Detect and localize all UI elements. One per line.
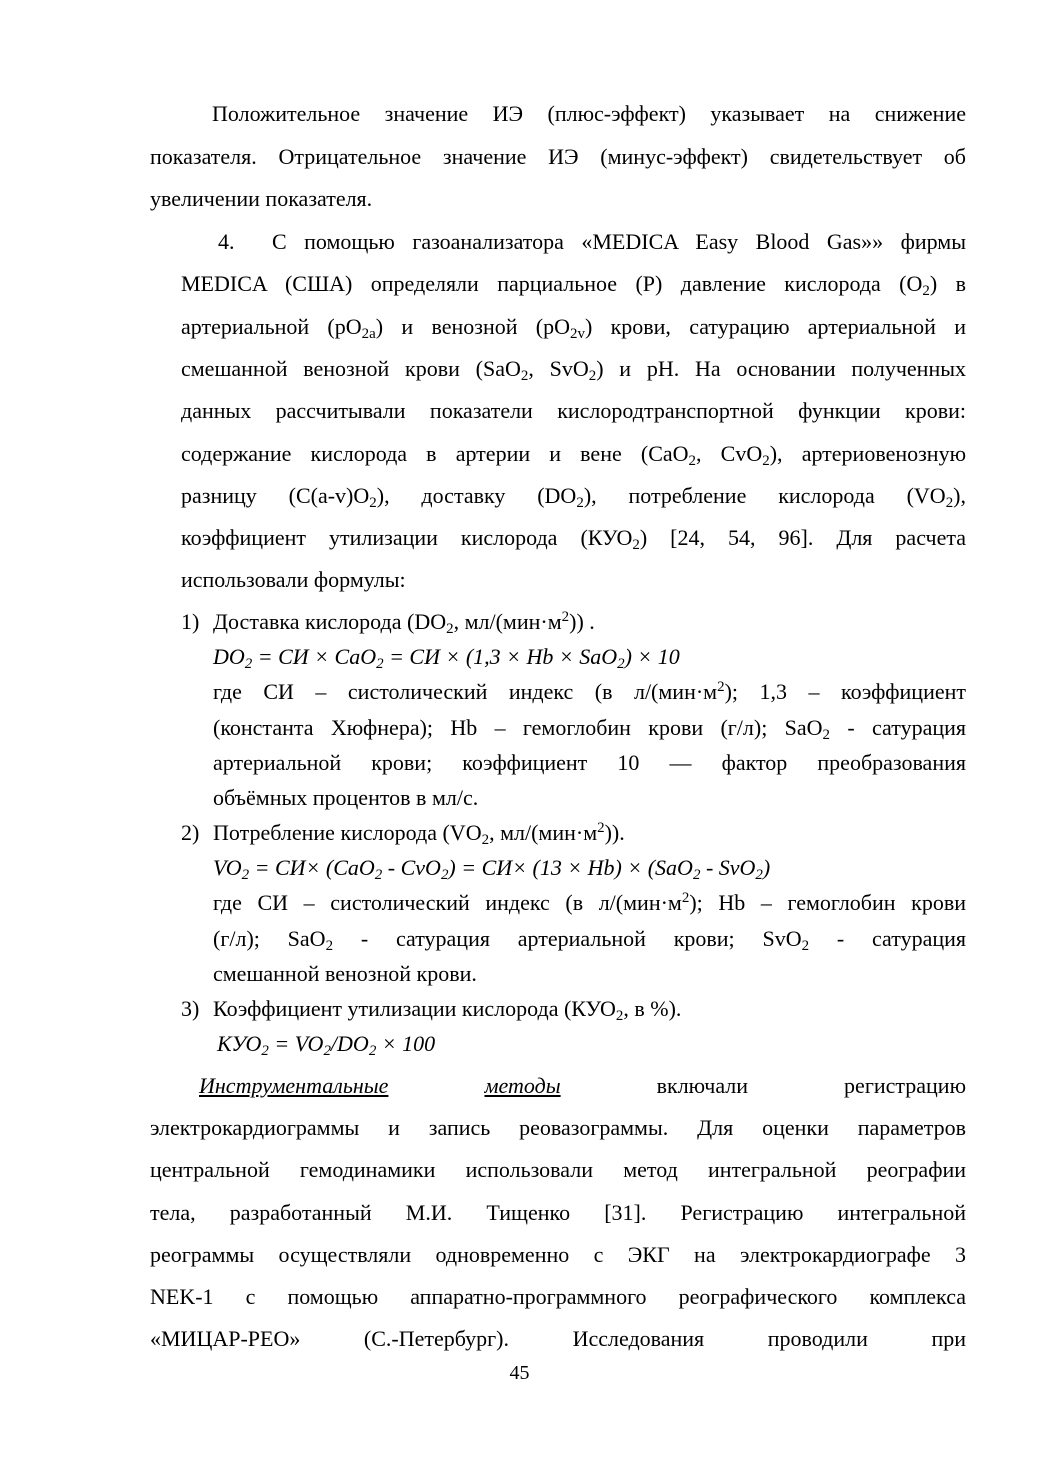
formula3-equation: $КУО_2 = VO_2/DO_2 \times 100$: [217, 1031, 436, 1060]
item4-line7: разницу $(C(a-v)O_2)$, доставку $(DO_2)$, потребление кислорода $(VO_2)$,: [181, 483, 966, 512]
formula2-title: Потребление кислорода ($VO_2$, $мл/(мин\cdot м^2)$).: [213, 819, 625, 849]
formula2-equation: $VO_2 = СИ\times (CaO_2 - CvO_2) = СИ\times (13 \times Hb) \times (SaO_2 - SvO_2)$: [213, 855, 771, 884]
para2-line2: электрокардиограммы и запись реовазограммы. Для оценки параметров: [150, 1115, 966, 1140]
formula3-title: Коэффициент утилизации кислорода ($КУО_2$, в %).: [213, 996, 682, 1025]
para2-line6: NEK-1 с помощью аппаратно-программного реографического комплекса: [150, 1284, 966, 1309]
item4-line3: артериальной $(pO_{2a})$ и венозной $(pO_{2v})$ крови, сатурацию артериальной и: [181, 314, 966, 343]
formula1-desc-line3: артериальной крови; коэффициент 10 — фактор преобразования: [213, 750, 966, 775]
formula2-desc-line1: где СИ – систолический индекс (в $л/(мин\cdot м^2)$; Hb – гемоглобин крови: [213, 889, 966, 915]
formula2-desc-line3: смешанной венозной крови.: [213, 961, 477, 986]
item4-line4: смешанной венозной крови (SaO$_2$, SvO$_2$) и pH. На основании полученных: [181, 356, 967, 385]
page-number: 45: [509, 1362, 530, 1384]
item4-line8: коэффициент утилизации кислорода $(КУО_2)$ [24, 54, 96]. Для расчета: [181, 525, 966, 554]
formula1-number: 1): [181, 609, 200, 634]
item4-number: 4.: [218, 229, 235, 254]
para2-line1: Инструментальные методы включали регистрацию: [199, 1073, 967, 1098]
para1-line3: увеличении показателя.: [150, 186, 373, 211]
para2-line5: реограммы осуществляли одновременно с ЭКГ на электрокардиографе 3: [150, 1242, 966, 1267]
item4-line5: данных рассчитывали показатели кислородтранспортной функции крови:: [181, 398, 966, 423]
item4-line9: использовали формулы:: [181, 567, 406, 592]
para2-line4: тела, разработанный М.И. Тищенко [31]. Регистрацию интегральной: [150, 1200, 966, 1225]
formula2-number: 2): [181, 820, 200, 845]
item4-line2: MEDICA (США) определяли парциальное (P) давление кислорода $(O_2)$ в: [181, 271, 966, 300]
formula3-number: 3): [181, 996, 200, 1021]
formula1-equation: $DO_2$ = СИ × CaO$_2$ = СИ × (1,3 × Hb × SaO$_2$) × 10: [213, 644, 680, 673]
formula1-title: Доставка кислорода ($DO_2$, $мл/(мин\cdot м^2)$) .: [213, 608, 595, 638]
formula1-desc-line2: (константа Хюфнера); Hb – гемоглобин крови (г/л); SaO$_2$ - сатурация: [213, 715, 966, 744]
para1-line1: Положительное значение ИЭ (плюс-эффект) указывает на снижение: [212, 101, 966, 126]
para2-line3: центральной гемодинамики использовали метод интегральной реографии: [150, 1157, 966, 1182]
item4-line6: содержание кислорода в артерии и вене (CaO$_2$, CvO$_2$), артериовенозную: [181, 441, 967, 470]
formula2-desc-line2: (г/л); SaO$_2$ - сатурация артериальной крови; SvO$_2$ - сатурация: [213, 926, 967, 955]
formula1-desc-line4: объёмных процентов в мл/с.: [213, 785, 479, 810]
item4-line1: С помощью газоанализатора «MEDICA Easy Blood Gas»» фирмы: [272, 229, 966, 254]
para1-line2: показателя. Отрицательное значение ИЭ (минус-эффект) свидетельствует об: [150, 144, 966, 169]
para2-line7: «МИЦАР-РЕО» (С.-Петербург). Исследования проводили при: [150, 1326, 966, 1351]
formula1-desc-line1: где СИ – систолический индекс (в $л/(мин\cdot м^2)$; 1,3 – коэффициент: [213, 678, 967, 704]
